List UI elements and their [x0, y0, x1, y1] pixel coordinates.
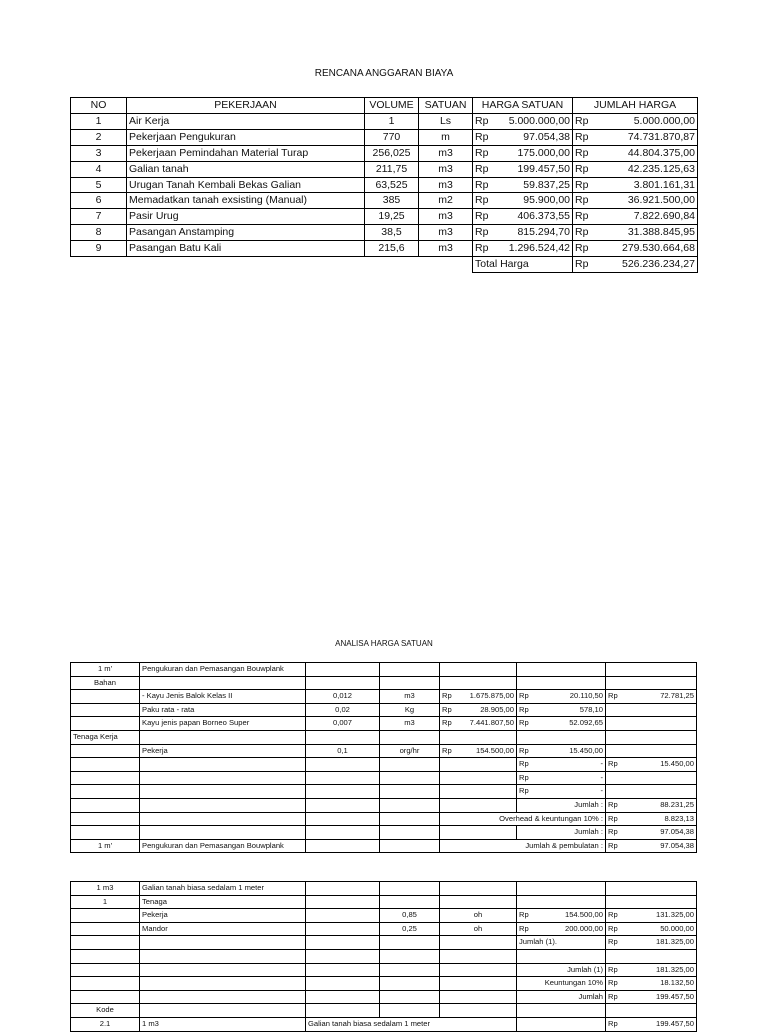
- header-jumlah-harga: JUMLAH HARGA: [573, 98, 698, 114]
- row-price: Rp 199.457,50: [473, 161, 573, 177]
- row-unit: m2: [419, 193, 473, 209]
- row-volume: 19,25: [365, 209, 419, 225]
- ahs1-labor-row: Pekerja 0,1 org/hr Rp 154.500,00 Rp 15.450,00: [71, 744, 697, 758]
- row-unit: m3: [419, 241, 473, 257]
- row-volume: 63,525: [365, 177, 419, 193]
- row-unit: m3: [419, 177, 473, 193]
- ahs1-jumlah: 88.231,25: [660, 799, 694, 809]
- row-total: Rp 74.731.870,87: [573, 129, 698, 145]
- row-work: Memadatkan tanah exsisting (Manual): [127, 193, 365, 209]
- row-price: Rp 406.373,55: [473, 209, 573, 225]
- row-volume: 770: [365, 129, 419, 145]
- header-volume: VOLUME: [365, 98, 419, 114]
- ahs2-jumlah1b: 181.325,00: [655, 964, 694, 974]
- row-no: 1: [71, 113, 127, 129]
- row-price: Rp 1.296.524,42: [473, 241, 573, 257]
- rab-row: [71, 193, 698, 209]
- row-no: 6: [71, 193, 127, 209]
- row-price: Rp 5.000.000,00: [473, 113, 573, 129]
- header-no: NO: [71, 98, 127, 114]
- ahs2-last-code: 2.1: [71, 1017, 140, 1031]
- rab-row: [71, 241, 698, 257]
- ahs-table-bouwplank: 1 m' Pengukuran dan Pemasangan Bouwplank Bahan - Kayu Jenis Balok Kelas II 0,012 m3 Rp 1.675.875,00 Rp 20.110,50 Rp 72.781,25 Paku rata - rata 0,02 Kg Rp 28.905,00 Rp 578,10 Kayu jenis papan Borneo Super 0,007 m3 Rp 7.441.807,50 Rp 52.092,65 Tenaga Kerja Pekerja 0,1 org/hr Rp 154.500,00 Rp 15.450,00 Rp - Rp 15.450,00 Rp - Rp - Jumlah : Rp 88.231,25 Overhead & keuntungan 10% : Rp 8.823,13 Jumlah : Rp 97.054,38 1 m' Pengukuran dan Pemasangan Bouwplank Jumlah & pembulatan : Rp 97.054,38: [70, 662, 697, 853]
- row-total: Rp 44.804.375,00: [573, 145, 698, 161]
- row-no: 4: [71, 161, 127, 177]
- row-volume: 38,5: [365, 225, 419, 241]
- row-unit: m: [419, 129, 473, 145]
- ahs1-labor-sum: 15.450,00: [660, 759, 694, 769]
- ahs2-labor-row: Pekerja 0,85 oh Rp 154.500,00 Rp 131.325,00: [71, 909, 697, 923]
- row-unit: m3: [419, 145, 473, 161]
- row-price: Rp 815.294,70: [473, 225, 573, 241]
- total-label: Total Harga: [473, 257, 573, 273]
- row-price: Rp 97.054,38: [473, 129, 573, 145]
- ahs2-last-amount: 199.457,50: [655, 1018, 694, 1028]
- row-unit: m3: [419, 161, 473, 177]
- ahs2-jumlah1: 181.325,00: [655, 937, 694, 947]
- row-total: Rp 36.921.500,00: [573, 193, 698, 209]
- ahs2-jumlah-label: Jumlah: [517, 990, 606, 1004]
- row-total: Rp 31.388.845,95: [573, 225, 698, 241]
- ahs2-jumlah1b-label: Jumlah (1): [517, 963, 606, 977]
- ahs1-overhead-label: Overhead & keuntungan 10% :: [440, 812, 606, 826]
- row-volume: 256,025: [365, 145, 419, 161]
- row-price: Rp 59.837,25: [473, 177, 573, 193]
- rab-total-row: [71, 257, 698, 273]
- ahs1-jumlah-label: Jumlah :: [517, 798, 606, 812]
- ahs1-jumlah2: 97.054,38: [660, 827, 694, 837]
- rab-row: [71, 129, 698, 145]
- ahs1-material-row: Kayu jenis papan Borneo Super 0,007 m3 Rp 7.441.807,50 Rp 52.092,65: [71, 717, 697, 731]
- header-harga-satuan: HARGA SATUAN: [473, 98, 573, 114]
- row-work: Urugan Tanah Kembali Bekas Galian: [127, 177, 365, 193]
- row-work: Air Kerja: [127, 113, 365, 129]
- ahs1-material-row: Paku rata - rata 0,02 Kg Rp 28.905,00 Rp 578,10: [71, 703, 697, 717]
- rab-row: [71, 145, 698, 161]
- header-pekerjaan: PEKERJAAN: [127, 98, 365, 114]
- row-total: Rp 3.801.161,31: [573, 177, 698, 193]
- row-work: Pekerjaan Pengukuran: [127, 129, 365, 145]
- ahs1-unit: 1 m': [71, 663, 140, 677]
- row-unit: m3: [419, 209, 473, 225]
- ahs1-material-row: - Kayu Jenis Balok Kelas II 0,012 m3 Rp 1.675.875,00 Rp 20.110,50 Rp 72.781,25: [71, 690, 697, 704]
- row-volume: 1: [365, 113, 419, 129]
- rab-header-row: [71, 98, 698, 114]
- row-total: Rp 42.235.125,63: [573, 161, 698, 177]
- row-no: 5: [71, 177, 127, 193]
- ahs-title: ANALISA HARGA SATUAN: [335, 639, 433, 648]
- ahs2-tenaga-label: Tenaga: [140, 895, 306, 909]
- ahs1-final-label: Jumlah & pembulatan :: [440, 839, 606, 853]
- header-satuan: SATUAN: [419, 98, 473, 114]
- ahs2-jumlah: 199.457,50: [655, 991, 694, 1001]
- row-price: Rp 175.000,00: [473, 145, 573, 161]
- rab-title: RENCANA ANGGARAN BIAYA: [314, 68, 454, 79]
- ahs1-labor-label: Tenaga Kerja: [71, 730, 140, 744]
- ahs2-last-unit: 1 m3: [140, 1017, 306, 1031]
- ahs2-kode-label: Kode: [71, 1004, 140, 1018]
- row-total: Rp 279.530.664,68: [573, 241, 698, 257]
- row-work: Pekerjaan Pemindahan Material Turap: [127, 145, 365, 161]
- ahs1-final: 97.054,38: [660, 840, 694, 850]
- row-work: Pasangan Anstamping: [127, 225, 365, 241]
- row-no: 8: [71, 225, 127, 241]
- ahs1-overhead: 8.823,13: [664, 813, 694, 823]
- row-total: Rp 7.822.690,84: [573, 209, 698, 225]
- rab-row: [71, 209, 698, 225]
- row-volume: 211,75: [365, 161, 419, 177]
- row-volume: 385: [365, 193, 419, 209]
- ahs-table-galian: 1 m3 Galian tanah biasa sedalam 1 meter 1 Tenaga Pekerja 0,85 oh Rp 154.500,00 Rp 131.325,00 Mandor 0,25 oh Rp 200.000,00 Rp 50.000,00 Jumlah (1). Rp 181.325,00 Jumlah (1) Rp 181.325,00 Keuntungan 10% Rp 18.132,50 Jumlah Rp 199.457,50 Kode 2.1 1 m3 Galian tanah biasa sedalam 1 meter Rp 199.457,50: [70, 881, 697, 1032]
- rab-row: [71, 161, 698, 177]
- ahs2-last-item: Galian tanah biasa sedalam 1 meter: [306, 1017, 517, 1031]
- ahs1-bahan-label: Bahan: [71, 676, 140, 690]
- row-work: Pasir Urug: [127, 209, 365, 225]
- row-no: 2: [71, 129, 127, 145]
- row-unit: m3: [419, 225, 473, 241]
- row-no: 9: [71, 241, 127, 257]
- rab-row: [71, 177, 698, 193]
- total-value: Rp 526.236.234,27: [573, 257, 698, 273]
- row-work: Galian tanah: [127, 161, 365, 177]
- ahs2-item: Galian tanah biasa sedalam 1 meter: [140, 882, 306, 896]
- ahs2-keuntungan: 18.132,50: [660, 978, 694, 988]
- row-total: Rp 5.000.000,00: [573, 113, 698, 129]
- row-unit: Ls: [419, 113, 473, 129]
- ahs2-unit: 1 m3: [71, 882, 140, 896]
- row-no: 3: [71, 145, 127, 161]
- ahs2-jumlah1-label: Jumlah (1).: [517, 936, 606, 950]
- row-work: Pasangan Batu Kali: [127, 241, 365, 257]
- row-volume: 215,6: [365, 241, 419, 257]
- rab-row: [71, 113, 698, 129]
- row-price: Rp 95.900,00: [473, 193, 573, 209]
- ahs2-keuntungan-label: Keuntungan 10%: [517, 977, 606, 991]
- rab-row: [71, 225, 698, 241]
- rab-table: [70, 97, 698, 273]
- row-no: 7: [71, 209, 127, 225]
- ahs1-item: Pengukuran dan Pemasangan Bouwplank: [140, 663, 306, 677]
- ahs2-no: 1: [71, 895, 140, 909]
- ahs2-labor-row: Mandor 0,25 oh Rp 200.000,00 Rp 50.000,00: [71, 922, 697, 936]
